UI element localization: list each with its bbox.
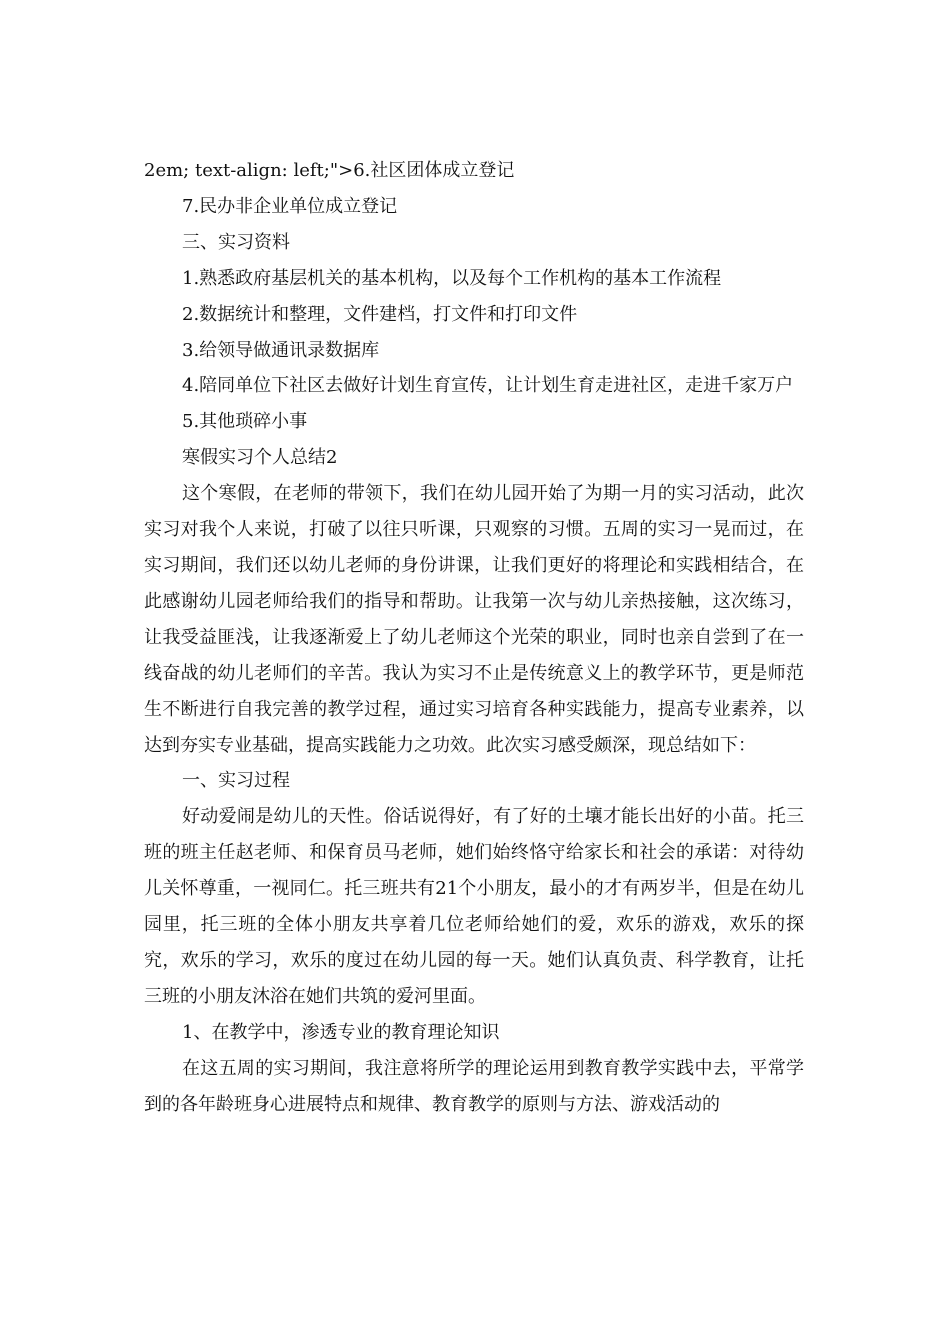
teaching-paragraph: 在这五周的实习期间，我注意将所学的理论运用到教育教学实践中去，平常学到的各年龄班身心进展特点和规律、教育教学的原则与方法、游戏活动的 xyxy=(144,1057,804,1115)
subsection-heading-1: 1、在教学中，渗透专业的教育理论知识 xyxy=(182,1021,500,1043)
material-item-4: 4.陪同单位下社区去做好计划生育宣传，让计划生育走进社区，走进千家万户 xyxy=(182,375,794,397)
material-item-3: 3.给领导做通讯录数据库 xyxy=(182,339,380,361)
section-heading-3: 三、实习资料 xyxy=(182,231,290,253)
material-item-2: 2.数据统计和整理，文件建档，打文件和打印文件 xyxy=(182,303,578,325)
material-item-1: 1.熟悉政府基层机关的基本机构，以及每个工作机构的基本工作流程 xyxy=(182,267,722,289)
document-body xyxy=(144,153,804,1122)
list-item-7: 7.民办非企业单位成立登记 xyxy=(182,195,398,217)
material-item-5: 5.其他琐碎小事 xyxy=(182,411,308,433)
section-heading-1: 一、实习过程 xyxy=(182,770,290,792)
intro-paragraph: 这个寒假，在老师的带领下，我们在幼儿园开始了为期一月的实习活动，此次实习对我个人来说，打破了以往只听课，只观察的习惯。五周的实习一晃而过，在实习期间，我们还以幼儿老师的身份讲课，让我们更好的将理论和实践相结合，在此感谢幼儿园老师给我们的指导和帮助。让我第一次与幼儿亲热接触，这次练习，让我受益匪浅，让我逐渐爱上了幼儿老师这个光荣的职业，同时也亲自尝到了在一线奋战的幼儿老师们的辛苦。我认为实习不止是传统意义上的教学环节，更是师范生不断进行自我完善的教学过程，通过实习培育各种实践能力，提高专业素养，以达到夯实专业基础，提高实践能力之功效。此次实习感受颇深，现总结如下： xyxy=(144,483,804,756)
summary-title: 寒假实习个人总结2 xyxy=(182,447,338,469)
process-paragraph: 好动爱闹是幼儿的天性。俗话说得好，有了好的土壤才能长出好的小苗。托三班的班主任赵老师、和保育员马老师，她们始终恪守给家长和社会的承诺：对待幼儿关怀尊重，一视同仁。托三班共有21个小朋友，最小的才有两岁半，但是在幼儿园里，托三班的全体小朋友共享着几位老师给她们的爱，欢乐的游戏，欢乐的探究，欢乐的学习，欢乐的度过在幼儿园的每一天。她们认真负责、科学教育，让托三班的小朋友沐浴在她们共筑的爱河里面。 xyxy=(144,806,804,1007)
fragment-line: 2em; text-align: left;">6.社区团体成立登记 xyxy=(144,160,515,181)
